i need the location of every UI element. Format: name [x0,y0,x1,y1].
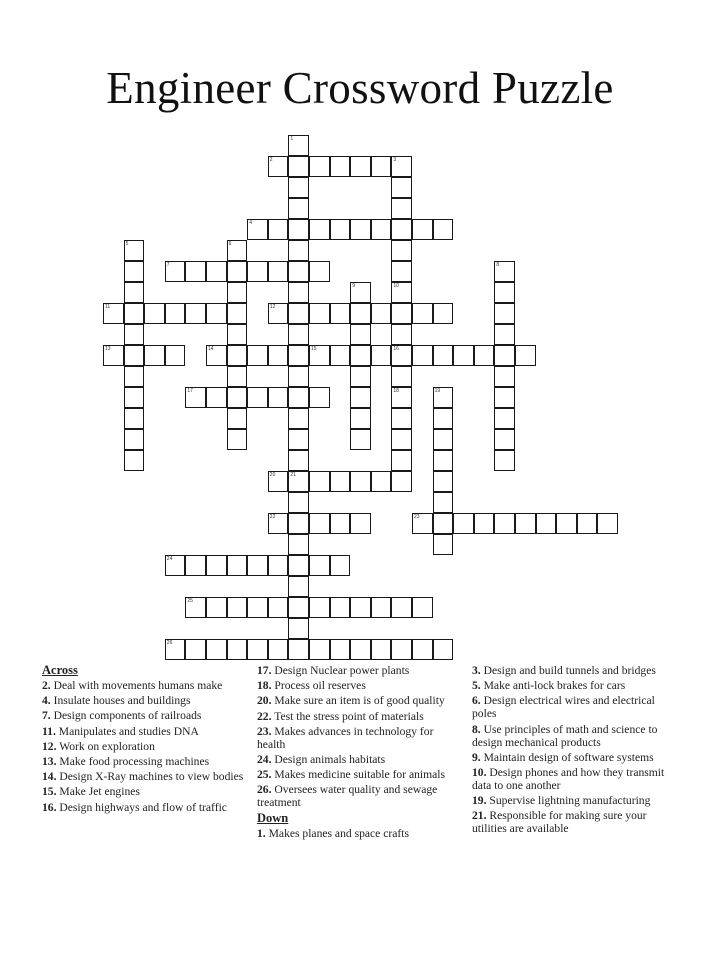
grid-cell[interactable] [453,513,474,534]
grid-cell[interactable] [350,282,371,303]
across-clue: 11. Manipulates and studies DNA [42,724,199,738]
across-clue: 26. Oversees water quality and sewage treatment [257,783,438,810]
down-clue: 6. Design electrical wires and electrical poles [472,694,655,721]
grid-cell[interactable] [412,303,433,324]
grid-cell[interactable] [124,240,145,261]
grid-cell[interactable] [433,387,454,408]
grid-cell[interactable] [391,471,412,492]
clue-number: 7 [166,262,170,268]
grid-cell[interactable] [309,597,330,618]
grid-cell[interactable] [391,450,412,471]
grid-cell[interactable] [288,135,309,156]
grid-cell[interactable] [185,261,206,282]
grid-cell[interactable] [103,345,124,366]
grid-cell[interactable] [371,597,392,618]
across-clue: 13. Make food processing machines [42,754,210,768]
across-clue: 20. Make sure an item is of good quality [257,694,445,708]
clue-number: 13 [105,346,111,352]
grid-cell[interactable] [247,555,268,576]
grid-cell[interactable] [330,639,351,660]
clue-column-1 [42,664,244,816]
grid-cell[interactable] [433,534,454,555]
grid-cell[interactable] [268,261,289,282]
grid-cell[interactable] [391,198,412,219]
down-clue: 1. Makes planes and space crafts [257,826,409,840]
grid-cell[interactable] [433,513,454,534]
clue-number: 5 [125,241,129,247]
grid-cell[interactable] [288,513,309,534]
grid-cell[interactable] [227,555,248,576]
grid-cell[interactable] [309,303,330,324]
grid-cell[interactable] [288,639,309,660]
grid-cell[interactable] [124,408,145,429]
grid-cell[interactable] [288,597,309,618]
clue-number: 8 [496,262,500,268]
down-clue: 10. Design phones and how they transmit data to one another [472,765,665,792]
grid-cell[interactable] [494,366,515,387]
clue-number: 20 [269,472,276,478]
grid-cell[interactable] [247,639,268,660]
grid-cell[interactable] [165,345,186,366]
grid-cell[interactable] [268,303,289,324]
grid-cell[interactable] [288,366,309,387]
grid-cell[interactable] [515,345,536,366]
grid-cell[interactable] [206,387,227,408]
clue-number: 18 [393,388,399,394]
grid-cell[interactable] [227,240,248,261]
across-clue: 22. Test the stress point of materials [257,709,424,723]
clue-number: 10 [393,283,399,289]
grid-cell[interactable] [330,156,351,177]
grid-cell[interactable] [268,345,289,366]
grid-cell[interactable] [391,303,412,324]
clue-number: 4 [249,220,252,226]
across-clue: 18. Process oil reserves [257,679,366,693]
grid-cell[interactable] [124,345,145,366]
grid-cell[interactable] [165,303,186,324]
grid-cell[interactable] [391,597,412,618]
across-clue: 24. Design animals habitats [257,752,386,766]
clue-number: 26 [166,640,173,646]
grid-cell[interactable] [350,408,371,429]
grid-cell[interactable] [391,366,412,387]
across-clue: 2. Deal with movements humans make [42,679,223,692]
clue-number: 23 [414,514,420,520]
grid-cell[interactable] [433,408,454,429]
grid-cell[interactable] [288,471,309,492]
page-title: Engineer Crossword Puzzle [106,63,614,113]
grid-cell[interactable] [288,345,309,366]
grid-cell[interactable] [412,345,433,366]
grid-cell[interactable] [391,387,412,408]
grid-cell[interactable] [288,408,309,429]
across-clue: 15. Make Jet engines [42,785,140,799]
grid-cell[interactable] [433,471,454,492]
grid-cell[interactable] [515,513,536,534]
grid-cell[interactable] [227,345,248,366]
grid-cell[interactable] [288,576,309,597]
grid-cell[interactable] [124,303,145,324]
across-clue: 14. Design X-Ray machines to view bodies [42,770,244,784]
grid-cell[interactable] [494,324,515,345]
grid-cell[interactable] [412,219,433,240]
grid-cell[interactable] [597,513,618,534]
grid-cell[interactable] [288,534,309,555]
grid-cell[interactable] [350,156,371,177]
grid-cell[interactable] [206,597,227,618]
grid-cell[interactable] [206,303,227,324]
grid-cell[interactable] [144,345,165,366]
across-clue: 17. Design Nuclear power plants [257,664,410,677]
grid-cell[interactable] [124,429,145,450]
grid-cell[interactable] [165,555,186,576]
across-clue: 4. Insulate houses and buildings [42,694,191,708]
across-clue: 16. Design highways and flow of traffic [42,800,227,814]
grid-cell[interactable] [577,513,598,534]
clue-number: 21 [290,472,296,478]
grid-cell[interactable] [494,345,515,366]
grid-cell[interactable] [309,471,330,492]
across-clue: 25. Makes medicine suitable for animals [257,768,446,782]
grid-cell[interactable] [247,345,268,366]
down-clue: 21. Responsible for making sure your utilities are available [472,809,647,836]
grid-cell[interactable] [227,429,248,450]
clue-number: 14 [208,346,214,352]
grid-cell[interactable] [185,303,206,324]
grid-cell[interactable] [371,639,392,660]
down-clue: 8. Use principles of math and science to design mechanical products [472,722,658,749]
down-clue: 9. Maintain design of software systems [472,750,654,764]
grid-cell[interactable] [330,555,351,576]
grid-cell[interactable] [350,303,371,324]
grid-cell[interactable] [247,597,268,618]
grid-cell[interactable] [350,471,371,492]
clue-number: 9 [352,283,355,289]
across-clue: 23. Makes advances in technology for health [257,724,434,751]
grid-cell[interactable] [433,450,454,471]
grid-cell[interactable] [350,366,371,387]
grid-cell[interactable] [309,639,330,660]
grid-cell[interactable] [433,303,454,324]
grid-cell[interactable] [185,597,206,618]
grid-cell[interactable] [412,597,433,618]
clue-column-3 [472,664,674,838]
grid-cell[interactable] [453,345,474,366]
grid-cell[interactable] [288,555,309,576]
grid-cell[interactable] [144,303,165,324]
grid-cell[interactable] [268,387,289,408]
grid-cell[interactable] [165,261,186,282]
grid-cell[interactable] [391,345,412,366]
clue-column-2 [257,664,457,842]
grid-cell[interactable] [350,597,371,618]
grid-cell[interactable] [185,639,206,660]
grid-cell[interactable] [536,513,557,534]
grid-cell[interactable] [103,303,124,324]
grid-cell[interactable] [288,387,309,408]
grid-cell[interactable] [124,366,145,387]
grid-cell[interactable] [371,345,392,366]
grid-cell[interactable] [288,282,309,303]
across-clue: 12. Work on exploration [42,739,155,753]
grid-cell[interactable] [309,261,330,282]
grid-cell[interactable] [288,450,309,471]
clue-number: 22 [269,514,276,520]
grid-cell[interactable] [330,345,351,366]
grid-cell[interactable] [309,219,330,240]
grid-cell[interactable] [227,282,248,303]
grid-cell[interactable] [309,345,330,366]
grid-cell[interactable] [350,639,371,660]
grid-cell[interactable] [391,219,412,240]
grid-cell[interactable] [391,156,412,177]
grid-cell[interactable] [227,366,248,387]
grid-cell[interactable] [247,261,268,282]
across-clue: 7. Design components of railroads [42,709,202,723]
grid-cell[interactable] [330,471,351,492]
grid-cell[interactable] [206,639,227,660]
grid-cell[interactable] [227,324,248,345]
grid-cell[interactable] [371,219,392,240]
grid-cell[interactable] [288,618,309,639]
grid-cell[interactable] [268,555,289,576]
grid-cell[interactable] [247,387,268,408]
clue-number: 6 [228,241,232,247]
clue-number: 25 [187,598,193,604]
grid-cell[interactable] [330,219,351,240]
grid-cell[interactable] [371,471,392,492]
grid-cell[interactable] [124,324,145,345]
grid-cell[interactable] [330,513,351,534]
grid-cell[interactable] [268,597,289,618]
grid-cell[interactable] [350,324,371,345]
clue-number: 1 [290,136,294,142]
clue-number: 24 [166,556,173,562]
grid-cell[interactable] [268,513,289,534]
grid-cell[interactable] [433,639,454,660]
grid-cell[interactable] [288,240,309,261]
grid-cell[interactable] [474,345,495,366]
grid-cell[interactable] [268,471,289,492]
grid-cell[interactable] [330,303,351,324]
grid-cell[interactable] [391,429,412,450]
grid-cell[interactable] [185,555,206,576]
clue-number: 2 [269,157,273,163]
grid-cell[interactable] [350,387,371,408]
clue-number: 11 [105,304,111,310]
grid-cell[interactable] [391,261,412,282]
grid-cell[interactable] [124,282,145,303]
grid-cell[interactable] [185,387,206,408]
grid-cell[interactable] [288,177,309,198]
grid-cell[interactable] [391,282,412,303]
grid-cell[interactable] [371,303,392,324]
grid-cell[interactable] [165,639,186,660]
grid-cell[interactable] [391,639,412,660]
grid-cell[interactable] [206,555,227,576]
grid-cell[interactable] [309,387,330,408]
grid-cell[interactable] [433,492,454,513]
grid-cell[interactable] [288,303,309,324]
grid-cell[interactable] [124,450,145,471]
grid-cell[interactable] [124,387,145,408]
grid-cell[interactable] [412,513,433,534]
grid-cell[interactable] [350,219,371,240]
grid-cell[interactable] [494,303,515,324]
grid-cell[interactable] [494,387,515,408]
grid-cell[interactable] [433,429,454,450]
grid-cell[interactable] [288,261,309,282]
grid-cell[interactable] [268,639,289,660]
grid-cell[interactable] [494,261,515,282]
grid-cell[interactable] [227,597,248,618]
grid-cell[interactable] [227,408,248,429]
grid-cell[interactable] [288,492,309,513]
clue-number: 17 [187,388,193,394]
grid-cell[interactable] [494,282,515,303]
grid-cell[interactable] [206,345,227,366]
grid-cell[interactable] [412,639,433,660]
grid-cell[interactable] [474,513,495,534]
grid-cell[interactable] [494,450,515,471]
grid-cell[interactable] [391,240,412,261]
down-clue: 3. Design and build tunnels and bridges [472,664,656,677]
grid-cell[interactable] [391,324,412,345]
grid-cell[interactable] [391,177,412,198]
clue-number: 12 [269,304,276,310]
down-clue: 19. Supervise lightning manufacturing [472,794,651,808]
grid-cell[interactable] [371,156,392,177]
clue-number: 3 [393,157,397,163]
grid-cell[interactable] [330,597,351,618]
grid-cell[interactable] [350,345,371,366]
grid-cell[interactable] [124,261,145,282]
grid-cell[interactable] [309,555,330,576]
grid-cell[interactable] [556,513,577,534]
clue-number: 15 [311,346,317,352]
grid-cell[interactable] [268,156,289,177]
grid-cell[interactable] [288,156,309,177]
grid-cell[interactable] [268,219,289,240]
clue-number: 19 [434,388,441,394]
grid-cell[interactable] [350,429,371,450]
grid-cell[interactable] [391,408,412,429]
grid-cell[interactable] [350,513,371,534]
grid-cell[interactable] [288,198,309,219]
grid-cell[interactable] [433,345,454,366]
grid-cell[interactable] [288,429,309,450]
down-heading: Down [257,810,289,825]
down-clue: 5. Make anti-lock brakes for cars [472,679,626,693]
grid-cell[interactable] [494,513,515,534]
grid-cell[interactable] [206,261,227,282]
across-heading: Across [42,663,78,677]
grid-cell[interactable] [288,324,309,345]
grid-cell[interactable] [227,639,248,660]
grid-cell[interactable] [227,261,248,282]
grid-cell[interactable] [288,219,309,240]
grid-cell[interactable] [247,219,268,240]
grid-cell[interactable] [494,408,515,429]
grid-cell[interactable] [227,303,248,324]
grid-cell[interactable] [309,513,330,534]
grid-cell[interactable] [494,429,515,450]
clue-number: 16 [393,346,399,352]
grid-cell[interactable] [433,219,454,240]
grid-cell[interactable] [227,387,248,408]
grid-cell[interactable] [309,156,330,177]
